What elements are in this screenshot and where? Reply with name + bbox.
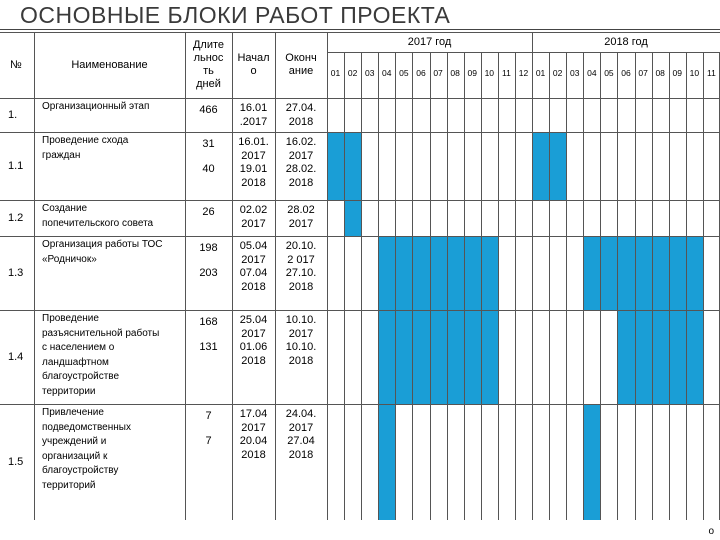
header-year-2018: 2018 год [604,35,648,48]
month-column-line [481,52,482,520]
row-end-date: 20.10. 2 017 27.10. 2018 [285,240,317,293]
table-row-line [0,132,720,133]
row-end-date: 27.04. 2018 [285,102,317,128]
year-header-line [327,52,720,53]
page-marker: о [708,526,714,537]
row-end-date: 24.04. 2017 27.04 2018 [285,408,317,461]
row-duration: 7 7 [205,410,212,447]
header-start: Начал о [237,52,270,77]
gantt-bar [618,311,702,404]
row-number: 1.3 [8,266,24,279]
month-label: 08 [450,68,460,78]
gantt-bar [379,405,395,520]
row-start-date: 16.01. 2017 19.01 2018 [238,136,269,189]
month-label: 07 [433,68,443,78]
month-label: 07 [638,68,648,78]
month-label: 12 [518,68,529,78]
gantt-bar [345,201,361,236]
month-label: 08 [655,68,665,78]
month-label: 02 [552,68,563,78]
table-column-line [232,32,233,520]
row-task-name: Создание попечительского совета [42,203,154,229]
row-end-date: 10.10. 2017 10.10. 2018 [285,314,317,367]
row-duration: 31 40 [202,138,215,175]
month-column-line [566,52,567,520]
header-duration: Длите льнос ть дней [192,39,225,90]
month-column-line [447,52,448,520]
month-label: 05 [604,68,614,78]
month-column-line [686,52,687,520]
header-num: № [10,58,22,71]
month-label: 01 [535,68,546,78]
month-column-line [464,52,465,520]
row-start-date: 16.01 .2017 [239,102,268,128]
month-label: 06 [621,68,631,78]
month-label: 11 [707,68,716,78]
month-label: 01 [330,68,341,78]
month-column-line [498,52,499,520]
month-label: 03 [570,68,580,78]
month-column-line [395,52,396,520]
table-row-line [0,98,720,99]
row-number: 1.5 [8,455,24,468]
row-task-name: Организация работы ТОС «Родничок» [42,239,163,265]
month-column-line [600,52,601,520]
table-column-line [327,32,328,520]
row-start-date: 05.04 2017 07.04 2018 [239,240,268,293]
month-label: 11 [501,68,511,78]
table-row-line [0,310,720,311]
row-task-name: Привлечение подведомственных учреждений и организаций к благоустройству территорий [42,407,131,491]
page-title: ОСНОВНЫЕ БЛОКИ РАБОТ ПРОЕКТА [20,2,451,28]
table-column-line [34,32,35,520]
row-duration: 198 203 [199,242,218,279]
row-number: 1.2 [8,211,24,224]
month-label: 05 [399,68,409,78]
header-year-2017: 2017 год [407,35,452,48]
row-task-name: Проведение схода граждан [42,135,129,161]
month-column-line [361,52,362,520]
row-duration: 168 131 [199,316,218,353]
month-label: 02 [347,68,358,78]
table-row-line [0,32,720,33]
row-number: 1. [8,108,18,121]
row-start-date: 25.04 2017 01.06 2018 [239,314,268,367]
month-column-line [635,52,636,520]
month-column-line [430,52,431,520]
table-row-line [0,200,720,201]
table-row-line [0,404,720,405]
table-row-line [0,236,720,237]
row-task-name: Организационный этап [42,101,150,112]
table-column-line [185,32,186,520]
month-column-line [652,52,653,520]
gantt-bar [584,405,600,520]
month-label: 10 [484,68,495,78]
row-duration: 26 [202,206,215,218]
month-column-line [378,52,379,520]
month-label: 06 [416,68,426,78]
month-label: 10 [689,68,700,78]
month-label: 04 [382,68,392,78]
header-name: Наименование [71,58,148,71]
month-label: 03 [364,68,375,78]
month-column-line [583,52,584,520]
row-number: 1.4 [8,350,24,363]
row-start-date: 02.02 2017 [239,204,268,230]
month-label: 04 [587,68,597,78]
month-column-line [703,52,704,520]
row-task-name: Проведение разъяснительной работы с населением о ландшафтном благоустройстве территории [42,313,160,397]
row-number: 1.1 [8,159,24,172]
row-start-date: 17.04 2017 20.04 2018 [239,408,268,461]
month-column-line [669,52,670,520]
month-column-line [412,52,413,520]
row-end-date: 28.02 2017 [287,204,315,230]
table-column-line [275,32,276,520]
month-label: 09 [467,68,477,78]
year-divider-line [532,32,533,520]
row-duration: 466 [199,104,218,116]
header-end: Оконч ание [285,52,317,77]
month-column-line [549,52,550,520]
row-end-date: 16.02. 2017 28.02. 2018 [285,136,317,189]
month-label: 09 [672,68,682,78]
month-column-line [344,52,345,520]
month-column-line [617,52,618,520]
month-column-line [515,52,516,520]
